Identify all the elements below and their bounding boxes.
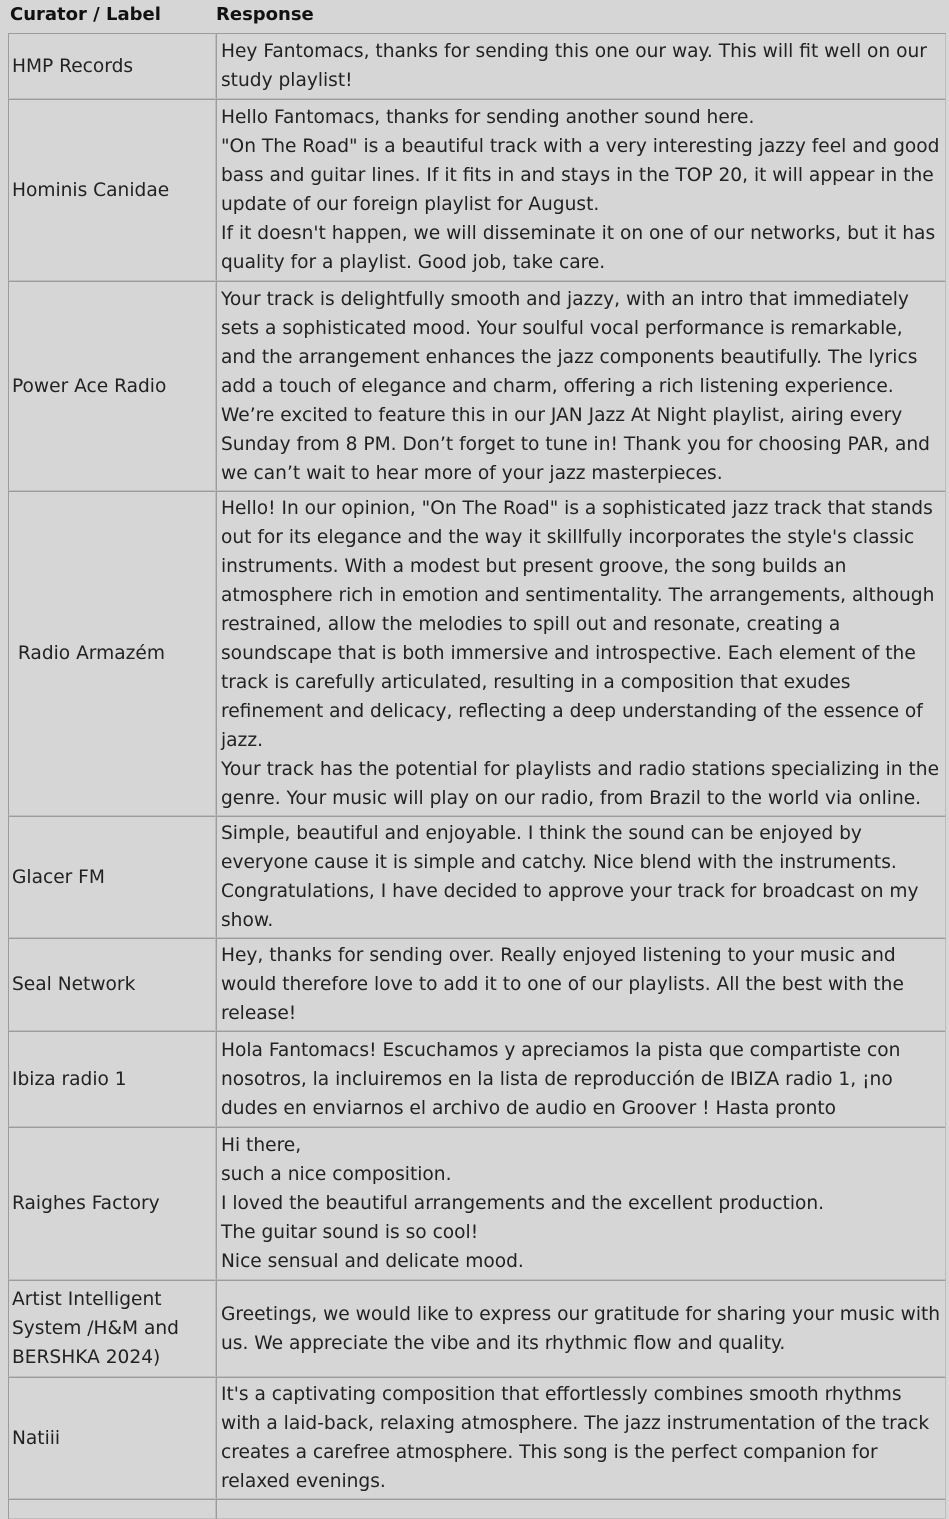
response-line: Your track has the potential for playlists and radio stations specializing in the genre. Your music will play on our radio, from Brazil to the world via online. <box>221 759 940 809</box>
table-row <box>8 1377 946 1499</box>
table-row <box>8 1127 946 1280</box>
curator-name: Ibiza radio 1 <box>8 1031 216 1127</box>
curator-name: HMP Records <box>8 33 216 99</box>
table-row <box>8 491 946 816</box>
response-line: Hey Fantomacs, thanks for sending this one our way. This will fit well on our study playlist! <box>221 41 927 91</box>
curator-name: Artist Intelligent System /H&M and BERSHKA 2024) <box>8 1280 216 1377</box>
curator-name: Power Ace Radio <box>8 281 216 491</box>
table-row <box>8 816 946 938</box>
response-line: Nice sensual and delicate mood. <box>221 1251 524 1272</box>
response-text <box>216 816 946 938</box>
response-text <box>216 1377 946 1499</box>
table-row <box>8 99 946 281</box>
response-line: If it doesn't happen, we will disseminate it on one of our networks, but it has quality for a playlist. Good job, take care. <box>221 223 936 273</box>
curator-name: Radio Armazém <box>8 491 216 816</box>
table-row <box>8 1031 946 1127</box>
curator-name: Glacer FM <box>8 816 216 938</box>
curator-responses-table <box>8 33 946 1519</box>
response-line: Hi there, <box>221 1135 302 1156</box>
response-line: Your track is delightfully smooth and jazzy, with an intro that immediately sets a sophisticated mood. Your soulful vocal performance is remarkable, and the arrangement enhances the jazz components beautifully. The lyrics add a touch of elegance and charm, offering a rich listening experience. We’re excited to feature this in our JAN Jazz At Night playlist, airing every Sunday from 8 PM. Don’t forget to tune in! Thank you for choosing PAR, and we can’t wait to hear more of your jazz masterpieces. <box>221 288 930 484</box>
table-header <box>0 0 949 32</box>
response-line: Hola Fantomacs! Escuchamos y apreciamos la pista que compartiste con nosotros, la incluiremos en la lista de reproducción de IBIZA radio 1, ¡no dudes en enviarnos el archivo de audio en Groover ! Hasta pronto <box>221 1039 901 1119</box>
curator-name <box>8 1499 216 1519</box>
response-text <box>216 99 946 281</box>
table-row <box>8 281 946 491</box>
curator-name: Natiii <box>8 1377 216 1499</box>
response-line: Hello! In our opinion, "On The Road" is a sophisticated jazz track that stands out for its elegance and the way it skillfully incorporates the style's classic instruments. With a modest but present groove, the song builds an atmosphere rich in emotion and sentimentality. The arrangements, although restrained, allow the melodies to spill out and resonate, creating a soundscape that is both immersive and introspective. Each element of the track is carefully articulated, resulting in a composition that exudes refinement and delicacy, reflecting a deep understanding of the essence of jazz. <box>221 498 935 751</box>
response-text <box>216 1031 946 1127</box>
response-line: It's a captivating composition that effortlessly combines smooth rhythms with a laid-back, relaxing atmosphere. The jazz instrumentation of the track creates a carefree atmosphere. This song is the perfect companion for relaxed evenings. <box>221 1384 930 1492</box>
response-text <box>216 1280 946 1377</box>
table-row <box>8 1280 946 1377</box>
response-line: Hey, thanks for sending over. Really enjoyed listening to your music and would therefore love to add it to one of our playlists. All the best with the release! <box>221 945 904 1024</box>
table-row <box>8 1499 946 1519</box>
response-line: Greetings, we would like to express our gratitude for sharing your music with us. We appreciate the vibe and its rhythmic flow and quality. <box>221 1303 941 1354</box>
response-text <box>216 938 946 1031</box>
response-line: I loved the beautiful arrangements and the excellent production. <box>221 1193 825 1214</box>
curator-name: Raighes Factory <box>8 1127 216 1280</box>
response-text <box>216 33 946 99</box>
response-column-header: Response <box>216 4 314 25</box>
response-line: Simple, beautiful and enjoyable. I think the sound can be enjoyed by everyone cause it is simple and catchy. Nice blend with the instruments. Congratulations, I have decided to approve your track for broadcast on my show. <box>221 823 919 931</box>
response-line: The guitar sound is so cool! <box>221 1222 479 1243</box>
table-row <box>8 33 946 99</box>
response-line: Hello Fantomacs, thanks for sending another sound here. <box>221 107 755 128</box>
response-text <box>216 1127 946 1280</box>
table-row <box>8 938 946 1031</box>
response-text <box>216 1499 946 1519</box>
response-line: such a nice composition. <box>221 1164 452 1185</box>
curator-column-header: Curator / Label <box>10 4 161 25</box>
response-text <box>216 491 946 816</box>
curator-name: Seal Network <box>8 938 216 1031</box>
response-line: "On The Road" is a beautiful track with a very interesting jazzy feel and good bass and guitar lines. If it fits in and stays in the TOP 20, it will appear in the update of our foreign playlist for August. <box>221 136 940 215</box>
response-text <box>216 281 946 491</box>
curator-name: Hominis Canidae <box>8 99 216 281</box>
